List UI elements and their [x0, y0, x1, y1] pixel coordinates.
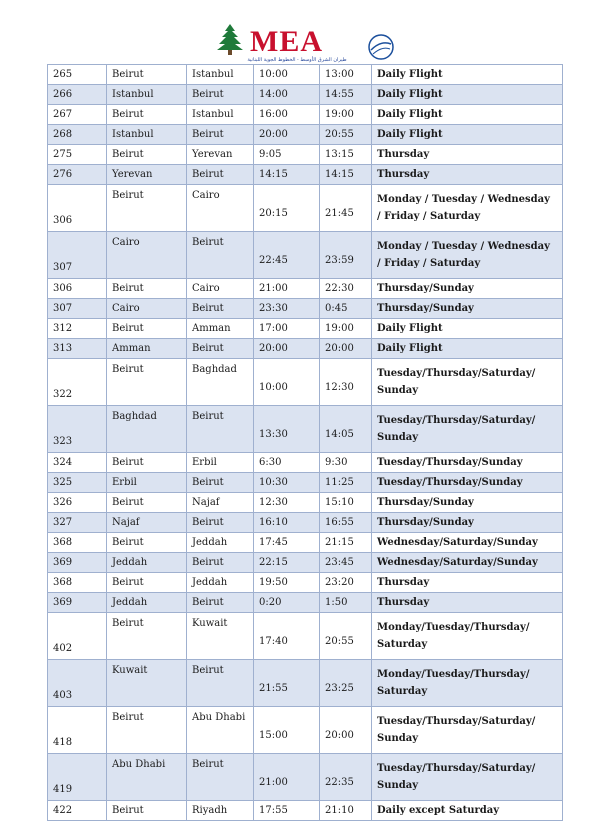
arrival-time-cell: 16:55: [320, 513, 372, 533]
operating-days-cell: Daily Flight: [372, 125, 563, 145]
arrival-time-cell: 23:20: [320, 573, 372, 593]
operating-days-cell: Thursday/Sunday: [372, 513, 563, 533]
departure-time-cell: 15:00: [254, 707, 320, 754]
destination-cell: Istanbul: [187, 65, 254, 85]
flight-number-cell: 268: [48, 125, 107, 145]
departure-time-cell: 17:40: [254, 613, 320, 660]
arrival-time-cell: 11:25: [320, 473, 372, 493]
destination-cell: Beirut: [187, 125, 254, 145]
operating-days-cell: Daily Flight: [372, 319, 563, 339]
departure-time-cell: 0:20: [254, 593, 320, 613]
departure-time-cell: 20:00: [254, 339, 320, 359]
operating-days-cell: Monday / Tuesday / Wednesday / Friday / Saturday: [372, 185, 563, 232]
operating-days-cell: Wednesday/Saturday/Sunday: [372, 533, 563, 553]
flight-schedule-table: [47, 64, 563, 821]
flight-number-cell: 403: [48, 660, 107, 707]
flight-number-cell: 307: [48, 232, 107, 279]
flight-number-cell: 306: [48, 279, 107, 299]
flight-number-cell: 325: [48, 473, 107, 493]
destination-cell: Beirut: [187, 553, 254, 573]
arrival-time-cell: 14:15: [320, 165, 372, 185]
operating-days-cell: Thursday: [372, 593, 563, 613]
table-row: [48, 165, 563, 185]
operating-days-cell: Tuesday/Thursday/Saturday/ Sunday: [372, 754, 563, 801]
destination-cell: Beirut: [187, 406, 254, 453]
destination-cell: Najaf: [187, 493, 254, 513]
arrival-time-cell: 22:30: [320, 279, 372, 299]
operating-days-cell: Tuesday/Thursday/Saturday/ Sunday: [372, 406, 563, 453]
destination-cell: Riyadh: [187, 801, 254, 821]
brand-text: MEA: [250, 25, 323, 58]
flight-number-cell: 369: [48, 593, 107, 613]
operating-days-cell: Monday/Tuesday/Thursday/ Saturday: [372, 660, 563, 707]
origin-cell: Beirut: [107, 65, 187, 85]
origin-cell: Jeddah: [107, 593, 187, 613]
table-row: [48, 279, 563, 299]
departure-time-cell: 19:50: [254, 573, 320, 593]
table-row: [48, 453, 563, 473]
departure-time-cell: 10:00: [254, 359, 320, 406]
flight-number-cell: 267: [48, 105, 107, 125]
origin-cell: Beirut: [107, 359, 187, 406]
table-row: [48, 493, 563, 513]
flight-number-cell: 327: [48, 513, 107, 533]
destination-cell: Yerevan: [187, 145, 254, 165]
table-row: [48, 232, 563, 279]
operating-days-cell: Thursday: [372, 165, 563, 185]
destination-cell: Beirut: [187, 85, 254, 105]
departure-time-cell: 21:00: [254, 754, 320, 801]
destination-cell: Beirut: [187, 593, 254, 613]
arrival-time-cell: 19:00: [320, 319, 372, 339]
origin-cell: Beirut: [107, 319, 187, 339]
arrival-time-cell: 14:55: [320, 85, 372, 105]
operating-days-cell: Daily Flight: [372, 339, 563, 359]
destination-cell: Baghdad: [187, 359, 254, 406]
destination-cell: Beirut: [187, 165, 254, 185]
origin-cell: Beirut: [107, 801, 187, 821]
flight-number-cell: 419: [48, 754, 107, 801]
flight-number-cell: 307: [48, 299, 107, 319]
destination-cell: Erbil: [187, 453, 254, 473]
departure-time-cell: 23:30: [254, 299, 320, 319]
departure-time-cell: 14:15: [254, 165, 320, 185]
origin-cell: Jeddah: [107, 553, 187, 573]
flight-number-cell: 368: [48, 573, 107, 593]
table-row: [48, 573, 563, 593]
flight-number-cell: 324: [48, 453, 107, 473]
arrival-time-cell: 21:15: [320, 533, 372, 553]
origin-cell: Cairo: [107, 232, 187, 279]
departure-time-cell: 20:15: [254, 185, 320, 232]
departure-time-cell: 10:00: [254, 65, 320, 85]
origin-cell: Beirut: [107, 573, 187, 593]
arrival-time-cell: 0:45: [320, 299, 372, 319]
departure-time-cell: 17:55: [254, 801, 320, 821]
flight-number-cell: 312: [48, 319, 107, 339]
operating-days-cell: Wednesday/Saturday/Sunday: [372, 553, 563, 573]
operating-days-cell: Daily Flight: [372, 105, 563, 125]
table-row: [48, 553, 563, 573]
destination-cell: Jeddah: [187, 533, 254, 553]
operating-days-cell: Tuesday/Thursday/Saturday/ Sunday: [372, 359, 563, 406]
operating-days-cell: Monday / Tuesday / Wednesday / Friday / Saturday: [372, 232, 563, 279]
departure-time-cell: 21:55: [254, 660, 320, 707]
origin-cell: Cairo: [107, 299, 187, 319]
flight-number-cell: 418: [48, 707, 107, 754]
table-row: [48, 406, 563, 453]
origin-cell: Baghdad: [107, 406, 187, 453]
arrival-time-cell: 23:25: [320, 660, 372, 707]
origin-cell: Istanbul: [107, 85, 187, 105]
departure-time-cell: 17:00: [254, 319, 320, 339]
table-row: [48, 105, 563, 125]
arrival-time-cell: 19:00: [320, 105, 372, 125]
operating-days-cell: Monday/Tuesday/Thursday/ Saturday: [372, 613, 563, 660]
table-row: [48, 299, 563, 319]
table-row: [48, 473, 563, 493]
arrival-time-cell: 12:30: [320, 359, 372, 406]
operating-days-cell: Daily except Saturday: [372, 801, 563, 821]
departure-time-cell: 6:30: [254, 453, 320, 473]
origin-cell: Istanbul: [107, 125, 187, 145]
operating-days-cell: Thursday/Sunday: [372, 493, 563, 513]
destination-cell: Beirut: [187, 339, 254, 359]
origin-cell: Beirut: [107, 533, 187, 553]
table-row: [48, 125, 563, 145]
flight-number-cell: 313: [48, 339, 107, 359]
flight-number-cell: 276: [48, 165, 107, 185]
table-row: [48, 593, 563, 613]
destination-cell: Beirut: [187, 232, 254, 279]
arrival-time-cell: 21:45: [320, 185, 372, 232]
origin-cell: Najaf: [107, 513, 187, 533]
arrival-time-cell: 20:00: [320, 707, 372, 754]
flight-number-cell: 322: [48, 359, 107, 406]
arrival-time-cell: 15:10: [320, 493, 372, 513]
arrival-time-cell: 21:10: [320, 801, 372, 821]
page-header: [0, 0, 601, 64]
origin-cell: Beirut: [107, 493, 187, 513]
skyteam-logo-icon: [366, 32, 396, 62]
departure-time-cell: 21:00: [254, 279, 320, 299]
operating-days-cell: Daily Flight: [372, 85, 563, 105]
table-row: [48, 145, 563, 165]
origin-cell: Beirut: [107, 185, 187, 232]
table-row: [48, 660, 563, 707]
destination-cell: Beirut: [187, 754, 254, 801]
operating-days-cell: Thursday/Sunday: [372, 299, 563, 319]
operating-days-cell: Tuesday/Thursday/Sunday: [372, 453, 563, 473]
origin-cell: Beirut: [107, 453, 187, 473]
table-row: [48, 513, 563, 533]
operating-days-cell: Daily Flight: [372, 65, 563, 85]
destination-cell: Beirut: [187, 473, 254, 493]
arrival-time-cell: 1:50: [320, 593, 372, 613]
departure-time-cell: 10:30: [254, 473, 320, 493]
departure-time-cell: 20:00: [254, 125, 320, 145]
table-row: [48, 801, 563, 821]
destination-cell: Jeddah: [187, 573, 254, 593]
arrival-time-cell: 13:15: [320, 145, 372, 165]
destination-cell: Amman: [187, 319, 254, 339]
arrival-time-cell: 9:30: [320, 453, 372, 473]
flight-number-cell: 323: [48, 406, 107, 453]
brand-tagline: طيران الشرق الأوسط - الخطوط الجوية اللبنانية: [247, 57, 347, 63]
brand-logo: [250, 25, 323, 58]
departure-time-cell: 16:00: [254, 105, 320, 125]
cedar-logo-icon: [215, 24, 245, 56]
operating-days-cell: Tuesday/Thursday/Saturday/ Sunday: [372, 707, 563, 754]
flight-number-cell: 266: [48, 85, 107, 105]
table-row: [48, 707, 563, 754]
table-row: [48, 65, 563, 85]
operating-days-cell: Thursday/Sunday: [372, 279, 563, 299]
destination-cell: Beirut: [187, 513, 254, 533]
arrival-time-cell: 20:00: [320, 339, 372, 359]
origin-cell: Erbil: [107, 473, 187, 493]
table-row: [48, 85, 563, 105]
arrival-time-cell: 23:59: [320, 232, 372, 279]
origin-cell: Beirut: [107, 613, 187, 660]
flight-number-cell: 422: [48, 801, 107, 821]
departure-time-cell: 16:10: [254, 513, 320, 533]
flight-number-cell: 275: [48, 145, 107, 165]
flight-number-cell: 368: [48, 533, 107, 553]
flight-number-cell: 369: [48, 553, 107, 573]
destination-cell: Beirut: [187, 299, 254, 319]
table-row: [48, 185, 563, 232]
operating-days-cell: Thursday: [372, 145, 563, 165]
origin-cell: Amman: [107, 339, 187, 359]
flight-number-cell: 306: [48, 185, 107, 232]
origin-cell: Yerevan: [107, 165, 187, 185]
arrival-time-cell: 20:55: [320, 125, 372, 145]
origin-cell: Beirut: [107, 707, 187, 754]
destination-cell: Kuwait: [187, 613, 254, 660]
departure-time-cell: 13:30: [254, 406, 320, 453]
flight-number-cell: 402: [48, 613, 107, 660]
origin-cell: Beirut: [107, 279, 187, 299]
arrival-time-cell: 22:35: [320, 754, 372, 801]
arrival-time-cell: 13:00: [320, 65, 372, 85]
departure-time-cell: 22:45: [254, 232, 320, 279]
origin-cell: Beirut: [107, 145, 187, 165]
departure-time-cell: 12:30: [254, 493, 320, 513]
arrival-time-cell: 20:55: [320, 613, 372, 660]
flight-number-cell: 326: [48, 493, 107, 513]
arrival-time-cell: 23:45: [320, 553, 372, 573]
flight-number-cell: 265: [48, 65, 107, 85]
destination-cell: Beirut: [187, 660, 254, 707]
departure-time-cell: 9:05: [254, 145, 320, 165]
table-row: [48, 359, 563, 406]
operating-days-cell: Thursday: [372, 573, 563, 593]
table-row: [48, 339, 563, 359]
table-row: [48, 613, 563, 660]
destination-cell: Istanbul: [187, 105, 254, 125]
departure-time-cell: 17:45: [254, 533, 320, 553]
origin-cell: Beirut: [107, 105, 187, 125]
destination-cell: Abu Dhabi: [187, 707, 254, 754]
destination-cell: Cairo: [187, 279, 254, 299]
origin-cell: Kuwait: [107, 660, 187, 707]
departure-time-cell: 22:15: [254, 553, 320, 573]
operating-days-cell: Tuesday/Thursday/Sunday: [372, 473, 563, 493]
departure-time-cell: 14:00: [254, 85, 320, 105]
arrival-time-cell: 14:05: [320, 406, 372, 453]
table-row: [48, 319, 563, 339]
destination-cell: Cairo: [187, 185, 254, 232]
table-row: [48, 533, 563, 553]
origin-cell: Abu Dhabi: [107, 754, 187, 801]
